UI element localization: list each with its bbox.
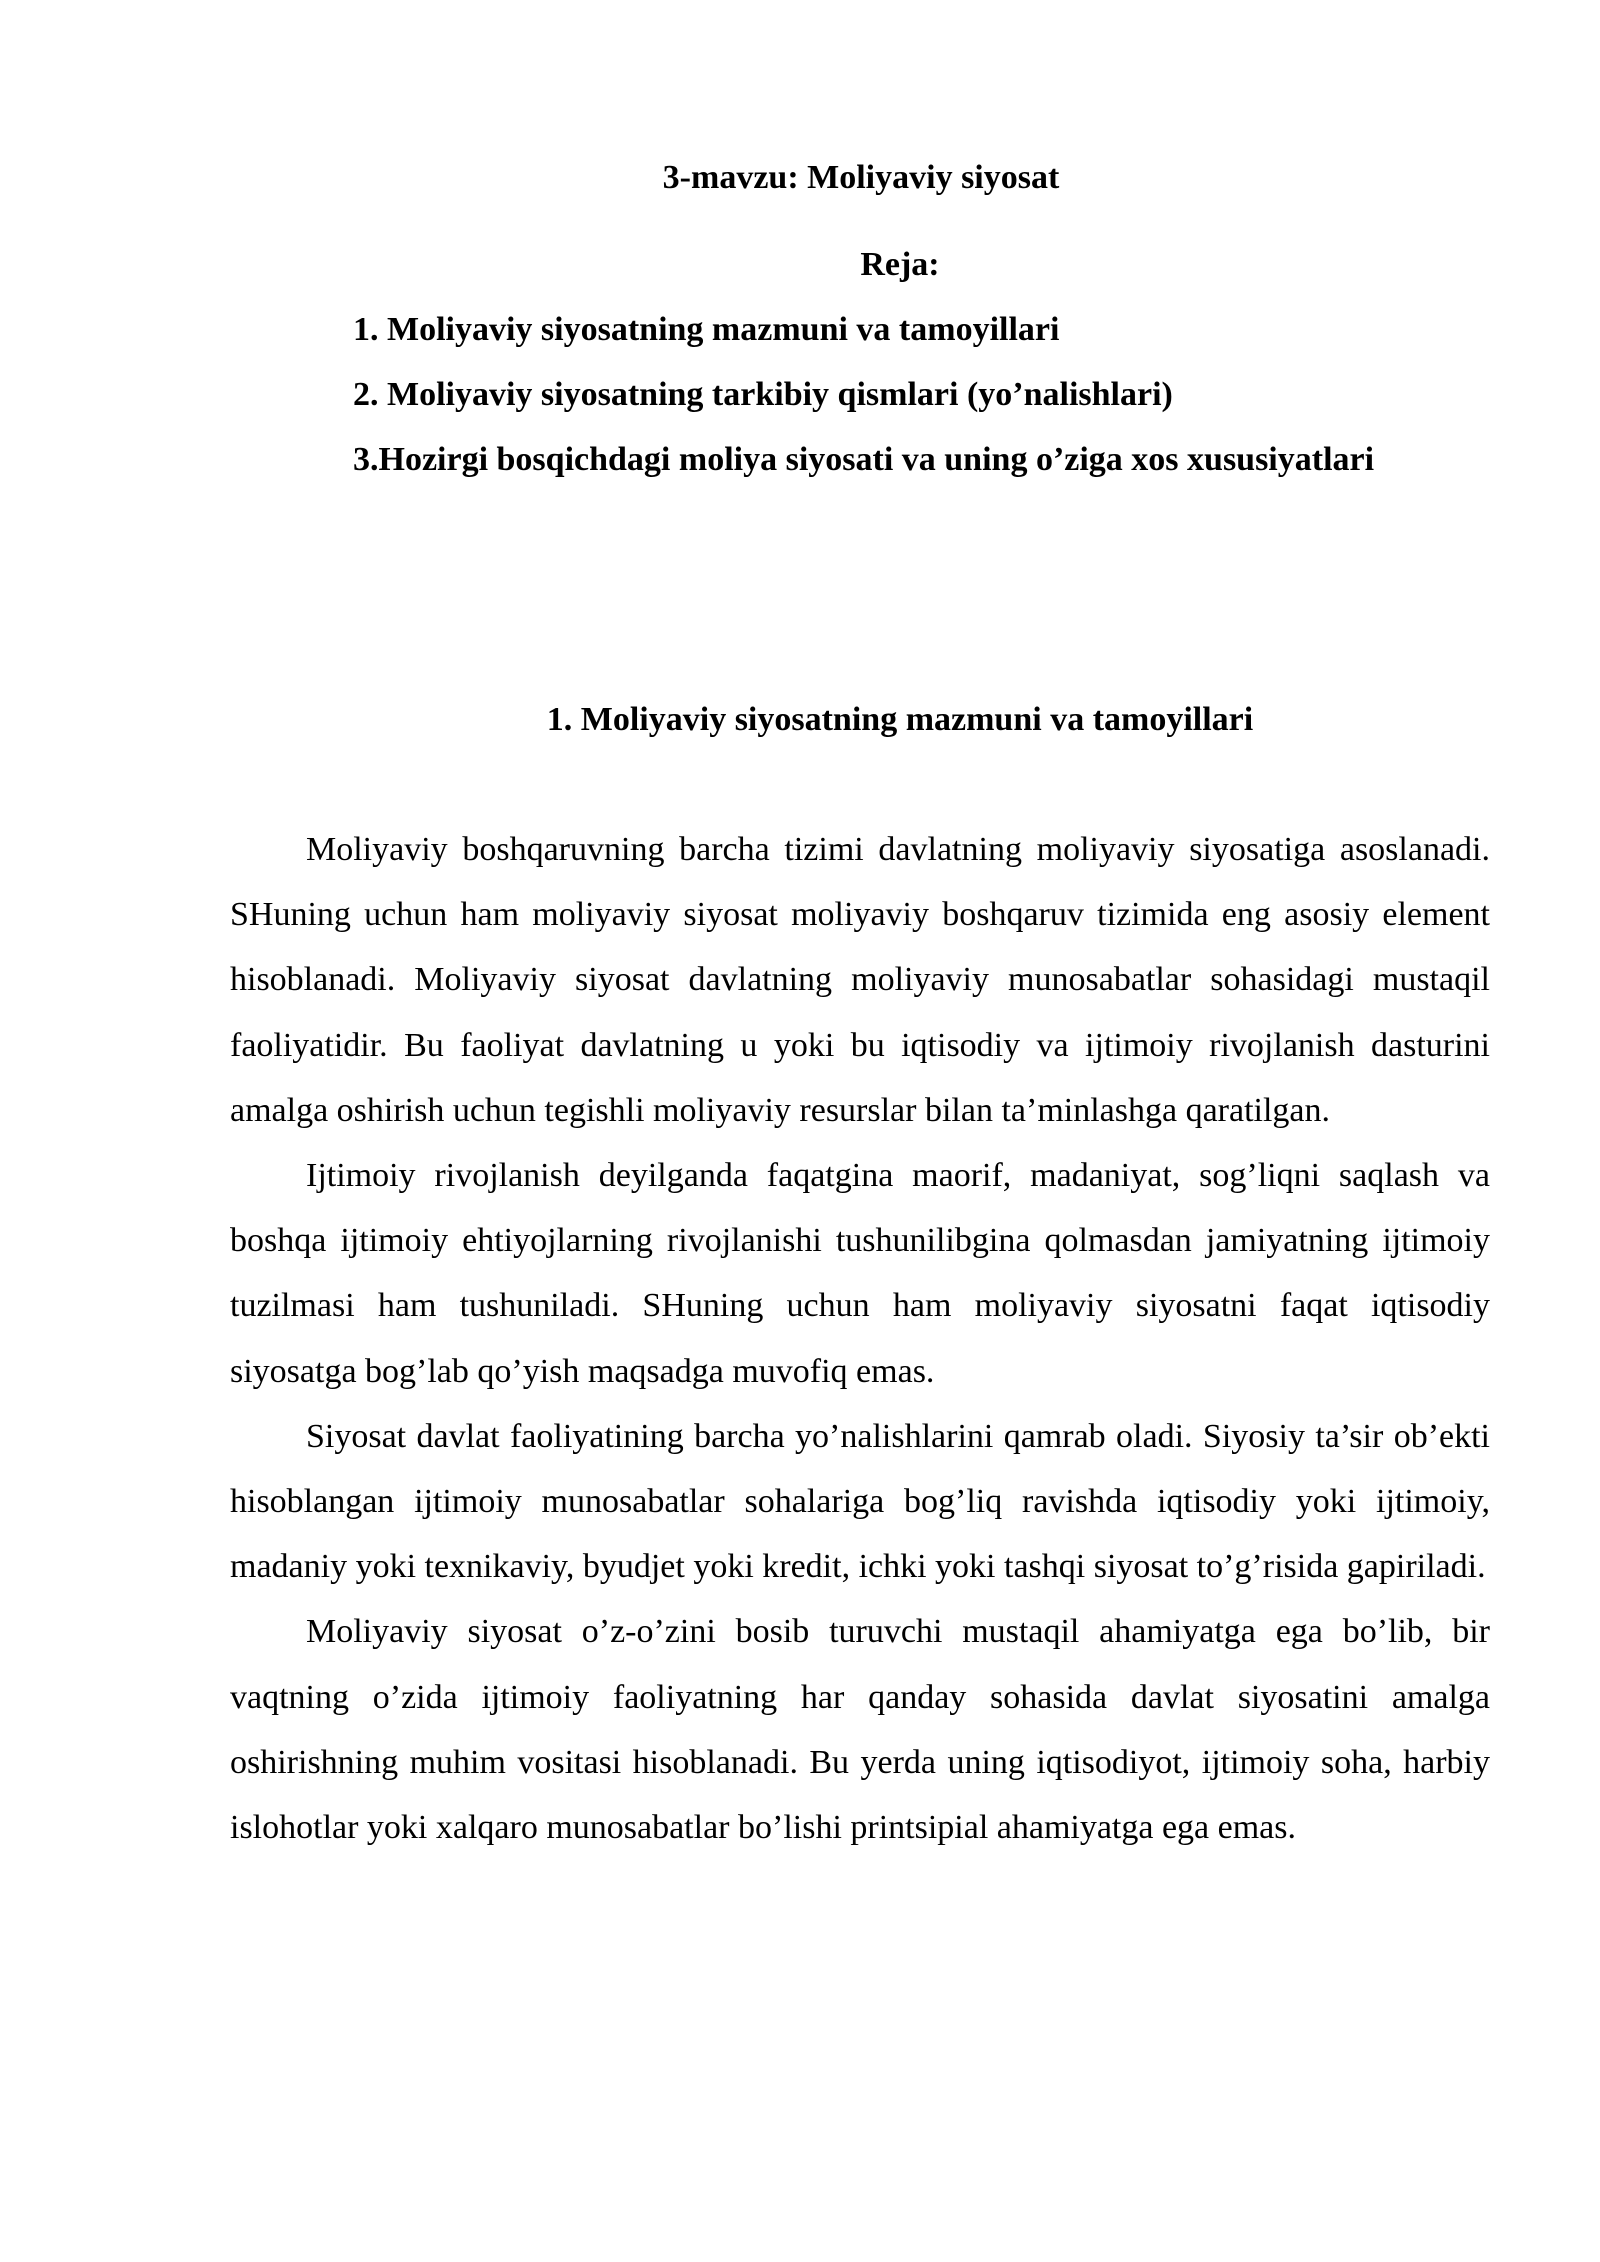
plan-item: 1. Moliyaviy siyosatning mazmuni va tamoyillari — [353, 311, 1060, 348]
paragraph: Moliyaviy boshqaruvning barcha tizimi davlatning moliyaviy siyosatiga asoslanadi. SHuning uchun ham moliyaviy siyosat moliyaviy boshqaruv tizimida eng asosiy element hisoblanadi. Moliyaviy siyosat davlatning moliyaviy munosabatlar sohasidagi mustaqil faoliyatidir. Bu faoliyat davlatning u yoki bu iqtisodiy va ijtimoiy rivojlanish dasturini amalga oshirish uchun tegishli moliyaviy resurslar bilan ta’minlashga qaratilgan. — [230, 831, 1490, 1129]
paragraph: Ijtimoiy rivojlanish deyilganda faqatgina maorif, madaniyat, sog’liqni saqlash va boshqa ijtimoiy ehtiyojlarning rivojlanishi tushunilibgina qolmasdan jamiyatning ijtimoiy tuzilmasi ham tushuniladi. SHuning uchun ham moliyaviy siyosatni faqat iqtisodiy siyosatga bog’lab qo’yish maqsadga muvofiq emas. — [230, 1157, 1490, 1390]
plan-list — [230, 297, 1490, 492]
paragraph: Siyosat davlat faoliyatining barcha yo’nalishlarini qamrab oladi. Siyosiy ta’sir ob’ekti hisoblangan ijtimoiy munosabatlar sohalariga bog’liq ravishda iqtisodiy yoki ijtimoiy, madaniy yoki texnikaviy, byudjet yoki kredit, ichki yoki tashqi siyosat to’g’risida gapiriladi. — [230, 1417, 1490, 1586]
plan-heading: Reja: — [860, 246, 940, 283]
section-heading: 1. Moliyaviy siyosatning mazmuni va tamoyillari — [546, 701, 1254, 738]
document-title: 3-mavzu: Moliyaviy siyosat — [662, 159, 1060, 196]
plan-item: 3.Hozirgi bosqichdagi moliya siyosati va uning o’ziga xos xususiyatlari — [353, 441, 1375, 478]
plan-item: 2. Moliyaviy siyosatning tarkibiy qismlari (yo’nalishlari) — [353, 376, 1173, 413]
paragraph: Moliyaviy siyosat o’z-o’zini bosib turuvchi mustaqil ahamiyatga ega bo’lib, bir vaqtning o’zida ijtimoiy faoliyatning har qanday sohasida davlat siyosatini amalga oshirishning muhim vositasi hisoblanadi. Bu yerda uning iqtisodiyot, ijtimoiy soha, harbiy islohotlar yoki xalqaro munosabatlar bo’lishi printsipial ahamiyatga ega emas. — [230, 1613, 1490, 1847]
body-text — [230, 817, 1490, 1860]
